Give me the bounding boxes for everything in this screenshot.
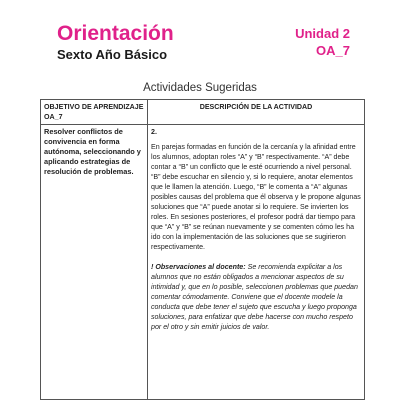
section-title: Actividades Sugeridas	[143, 82, 257, 94]
page-subtitle: Sexto Año Básico	[57, 47, 168, 62]
table-header-row	[41, 100, 365, 125]
description-cell	[148, 125, 365, 400]
activity-number: 2.	[151, 128, 157, 136]
unit-label: Unidad 2	[295, 26, 350, 41]
observations-label: ! Observaciones al docente:	[151, 263, 246, 271]
objective-cell	[41, 125, 148, 400]
header-right	[295, 26, 350, 59]
objective-text: Resolver conflictos de convivencia en forma autónoma, seleccionando y aplicando estrategias de resolución de problemas.	[44, 127, 141, 176]
table-row	[41, 125, 365, 400]
teacher-observations	[151, 262, 361, 332]
objective-column-header: OBJETIVO DE APRENDIZAJE OA_7	[41, 100, 148, 125]
activity-table	[40, 99, 365, 400]
oa-label: OA_7	[316, 43, 350, 58]
page-title: Orientación	[57, 22, 174, 45]
header-left	[57, 22, 174, 63]
observations-text: Se recomienda explicitar a los alumnos que no están obligados a mencionar aspectos de su intimidad y, que en lo posible, seleccionen problemas que puedan comentar cómodamente. Conviene que el docente modele la conducta que debe tener el sujeto que escucha y luego proponga soluciones, para enfatizar que debe hacerse con mucho respeto por el otro y sin emitir juicios de valor.	[151, 263, 358, 331]
description-column-header: DESCRIPCIÓN DE LA ACTIVIDAD	[148, 100, 365, 125]
activity-text: En parejas formadas en función de la cercanía y la afinidad entre los alumnos, adoptan roles “A” y “B” respectivamente. “A” debe contar a “B” un conflicto que le esté ocurriendo a nivel personal. “B” debe escuchar en silencio y, si lo requiere, anotar elementos que le llamen la atención. Luego, “B” le comenta a “A” algunas posibles causas del problema que él observa y le propone algunas soluciones que “A” puede anotar si lo requiere. Se invierten los roles. En sesiones posteriores, el profesor podrá dar tiempo para que “A” y “B” se reúnan nuevamente y se comenten cómo les ha ido con la implementación de las soluciones que se sugirieron respectivamente.	[151, 143, 361, 251]
